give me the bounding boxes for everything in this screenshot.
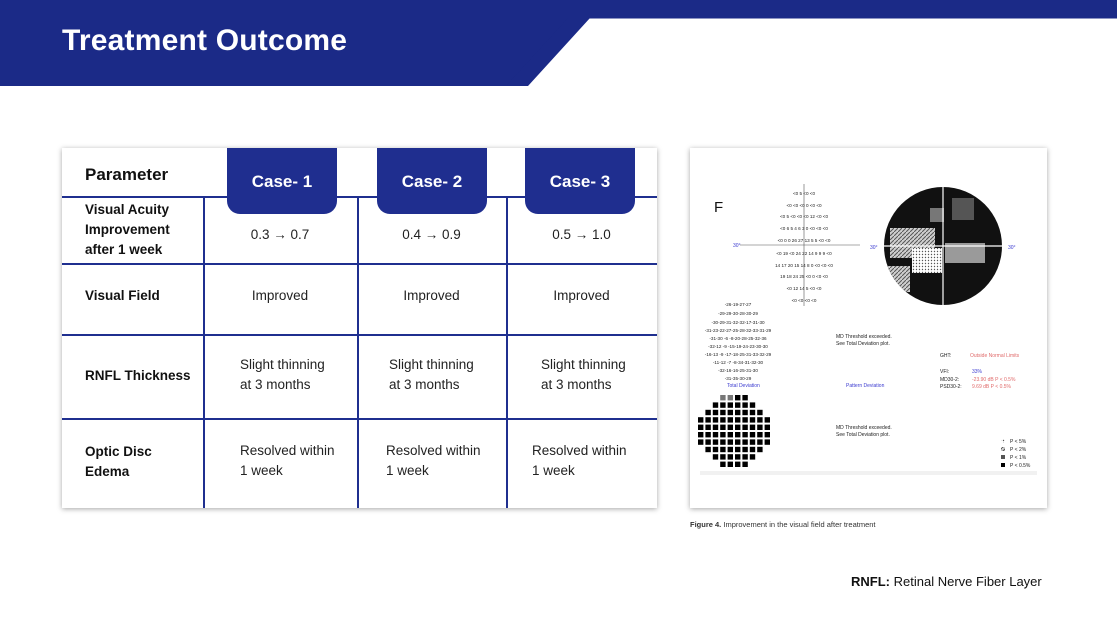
probability-symbol — [698, 439, 703, 444]
probability-symbol — [720, 447, 725, 452]
abbreviation-footnote: RNFL: Retinal Nerve Fiber Layer — [851, 574, 1042, 589]
grid-row: -31-35-30-29 — [724, 376, 752, 381]
probability-symbol — [713, 447, 718, 452]
probability-symbol — [735, 425, 740, 430]
grid-row: <0 5 <0 <0 — [792, 191, 816, 196]
grid-row: -29-29-30-28-30-29 — [718, 311, 758, 316]
probability-symbol — [735, 417, 740, 422]
md-threshold-note: MD Threshold exceeded. — [836, 334, 892, 340]
probability-symbol — [705, 432, 710, 437]
md-label: MD30-2: — [940, 377, 960, 383]
legend-label: P < 2% — [1010, 447, 1027, 453]
legend-symbol — [1001, 463, 1005, 467]
probability-legend — [1001, 439, 1031, 469]
probability-symbol — [750, 425, 755, 430]
grid-row: <0 0 0 26 27 13 5 5 <0 <0 — [777, 238, 831, 243]
probability-symbol — [750, 417, 755, 422]
ght-label: GHT: — [940, 353, 952, 359]
probability-symbol — [750, 447, 755, 452]
probability-symbol — [713, 432, 718, 437]
probability-symbol — [742, 462, 747, 467]
probability-symbol — [735, 432, 740, 437]
probability-symbol — [735, 462, 740, 467]
probability-symbol — [765, 439, 770, 444]
probability-symbol — [757, 417, 762, 422]
grid-row: <0 <0 <0 <0 — [791, 298, 817, 303]
legend-label: P < 0.5% — [1010, 463, 1031, 469]
probability-symbol — [742, 417, 747, 422]
grid-row: <0 6 5 4 6 3 0 <0 <0 <0 — [780, 226, 828, 231]
grid-row: 19 18 24 25 <0 0 <0 <0 — [780, 274, 828, 279]
grid-row: -26-19-27-27 — [724, 302, 752, 307]
probability-symbol — [765, 417, 770, 422]
probability-symbol — [728, 447, 733, 452]
grid-row: -31-30 -6 -8-20-28-25-32-36 — [709, 336, 767, 341]
visual-field-figure — [690, 148, 1047, 508]
probability-symbol — [728, 402, 733, 407]
cell-visual-field-case-1: Improved — [251, 288, 309, 303]
probability-symbol — [720, 454, 725, 459]
pattern-deviation-grid — [705, 302, 772, 381]
legend-symbol — [1001, 439, 1005, 443]
probability-symbol — [757, 410, 762, 415]
probability-symbol — [698, 425, 703, 430]
outcome-table — [62, 148, 657, 508]
probability-symbol — [720, 417, 725, 422]
vfi-label: VFI: — [940, 369, 950, 375]
psd-value: 9.69 dB P < 0.5% — [972, 384, 1011, 390]
probability-symbol — [713, 425, 718, 430]
probability-plot — [696, 393, 774, 470]
printout-footer-shade — [700, 471, 1037, 475]
grid-row: 14 17 20 15 14 8 0 <0 <0 <0 — [775, 263, 833, 268]
probability-symbol — [728, 432, 733, 437]
psd-label: PSD30-2: — [940, 384, 962, 390]
visual-field-printout — [690, 148, 1047, 508]
vfi-value: 33% — [972, 369, 983, 375]
probability-symbol — [720, 402, 725, 407]
figure-caption: Figure 4. Improvement in the visual field after treatment — [690, 520, 876, 529]
probability-symbol — [742, 402, 747, 407]
probability-symbol — [742, 439, 747, 444]
row-label-rnfl-thickness: RNFL Thickness — [85, 368, 191, 383]
legend-label: P < 5% — [1010, 439, 1027, 445]
case-3-header: Case- 3 — [525, 148, 635, 214]
grid-row: <0 5 <0 <0 <0 12 <0 <0 — [779, 214, 829, 219]
cell-visual-acuity-case-2: 0.4 → 0.9 — [402, 227, 461, 242]
cell-visual-field-case-3: Improved — [553, 288, 610, 303]
grid-row: <0 12 14 5 <0 <0 — [786, 286, 822, 291]
probability-symbol — [742, 447, 747, 452]
probability-symbol — [750, 402, 755, 407]
probability-symbol — [705, 447, 710, 452]
probability-symbol — [765, 425, 770, 430]
probability-symbol — [713, 454, 718, 459]
probability-symbol — [713, 439, 718, 444]
probability-symbol — [720, 432, 725, 437]
probability-symbol — [735, 410, 740, 415]
probability-symbol — [728, 439, 733, 444]
ght-value: Outside Normal Limits — [970, 353, 1020, 359]
probability-symbol — [728, 462, 733, 467]
cell-optic-disc-case-2: Resolved within 1 week — [386, 443, 481, 478]
axis-label-30-right: 30° — [1008, 245, 1016, 251]
probability-symbol — [742, 410, 747, 415]
probability-symbol — [728, 395, 733, 400]
probability-symbol — [735, 395, 740, 400]
legend-label: P < 1% — [1010, 455, 1027, 461]
probability-symbol — [742, 432, 747, 437]
cell-optic-disc-case-1: Resolved within 1 week — [240, 443, 335, 478]
cell-optic-disc-case-3: Resolved within 1 week — [532, 443, 627, 478]
probability-symbol — [742, 395, 747, 400]
probability-symbol — [720, 395, 725, 400]
probability-symbol — [720, 410, 725, 415]
probability-symbol — [742, 425, 747, 430]
probability-symbol — [757, 425, 762, 430]
probability-symbol — [735, 447, 740, 452]
probability-symbol — [728, 417, 733, 422]
cell-visual-acuity-case-1: 0.3 → 0.7 — [250, 227, 310, 242]
legend-symbol — [1001, 447, 1005, 451]
probability-symbol — [735, 402, 740, 407]
grid-row: <0 <0 <0 0 <0 <0 — [786, 203, 822, 208]
md-threshold-note: MD Threshold exceeded. — [836, 425, 892, 431]
probability-symbol — [750, 410, 755, 415]
legend-symbol — [1001, 455, 1005, 459]
total-deviation-label: Total Deviation — [727, 383, 760, 389]
parameter-header: Parameter — [85, 165, 169, 184]
table-divider — [62, 418, 657, 420]
probability-symbol — [705, 439, 710, 444]
row-label-optic-disc-edema: Optic Disc Edema — [85, 444, 152, 479]
cell-rnfl-case-1: Slight thinning at 3 months — [240, 357, 325, 392]
row-label-visual-field: Visual Field — [85, 288, 160, 303]
probability-symbol — [757, 439, 762, 444]
probability-symbol — [728, 454, 733, 459]
row-label-visual-acuity: Visual Acuity Improvement after 1 week — [85, 202, 170, 257]
probability-symbol — [728, 425, 733, 430]
slide-title: Treatment Outcome — [62, 24, 348, 57]
md-threshold-note: See Total Deviation plot. — [836, 432, 890, 438]
md-threshold-note: See Total Deviation plot. — [836, 341, 890, 347]
probability-symbol — [713, 402, 718, 407]
cell-visual-field-case-2: Improved — [403, 288, 460, 303]
grid-row: -11-12 -7 -8-34-31-32-30 — [712, 360, 764, 365]
probability-symbol — [728, 410, 733, 415]
probability-symbol — [720, 425, 725, 430]
cell-rnfl-case-2: Slight thinning at 3 months — [389, 357, 474, 392]
probability-symbol — [698, 432, 703, 437]
probability-symbol — [713, 417, 718, 422]
probability-symbol — [757, 432, 762, 437]
probability-symbol — [750, 439, 755, 444]
cell-visual-acuity-case-3: 0.5 → 1.0 — [552, 227, 611, 242]
probability-symbol — [735, 439, 740, 444]
probability-symbol — [735, 454, 740, 459]
grid-row: -31-23-22-27-25-28-32-33-31-29 — [704, 328, 772, 333]
table-divider — [62, 334, 657, 336]
probability-symbol — [720, 462, 725, 467]
grid-row: -32-16-16-25-31-30 — [718, 368, 758, 373]
grid-row: <0 19 <0 24 22 14 9 9 9 <0 — [776, 251, 832, 256]
cell-rnfl-case-3: Slight thinning at 3 months — [541, 357, 626, 392]
pattern-deviation-label: Pattern Deviation — [846, 383, 885, 389]
probability-symbol — [750, 432, 755, 437]
panel-letter: F — [714, 199, 724, 216]
probability-symbol — [705, 417, 710, 422]
axis-label-30-center: 30° — [870, 245, 878, 251]
probability-symbol — [742, 454, 747, 459]
axis-label-30-left: 30° — [733, 243, 741, 249]
table-divider — [62, 263, 657, 265]
grid-row: -32-12 -9 -15-19-24-23-30-30 — [708, 344, 768, 349]
probability-symbol — [765, 432, 770, 437]
probability-symbol — [720, 439, 725, 444]
probability-symbol — [713, 410, 718, 415]
grid-row: -30-29-31-32-32-17-31-30 — [711, 320, 765, 325]
case-2-header: Case- 2 — [377, 148, 487, 214]
grid-row: -16-13 -9 -17-18-25-31-33-32-29 — [704, 352, 772, 357]
probability-symbol — [757, 447, 762, 452]
md-value: -23.90 dB P < 0.5% — [972, 377, 1016, 383]
probability-symbol — [698, 417, 703, 422]
probability-symbol — [705, 410, 710, 415]
case-1-header: Case- 1 — [227, 148, 337, 214]
probability-symbol — [705, 425, 710, 430]
probability-symbol — [750, 454, 755, 459]
